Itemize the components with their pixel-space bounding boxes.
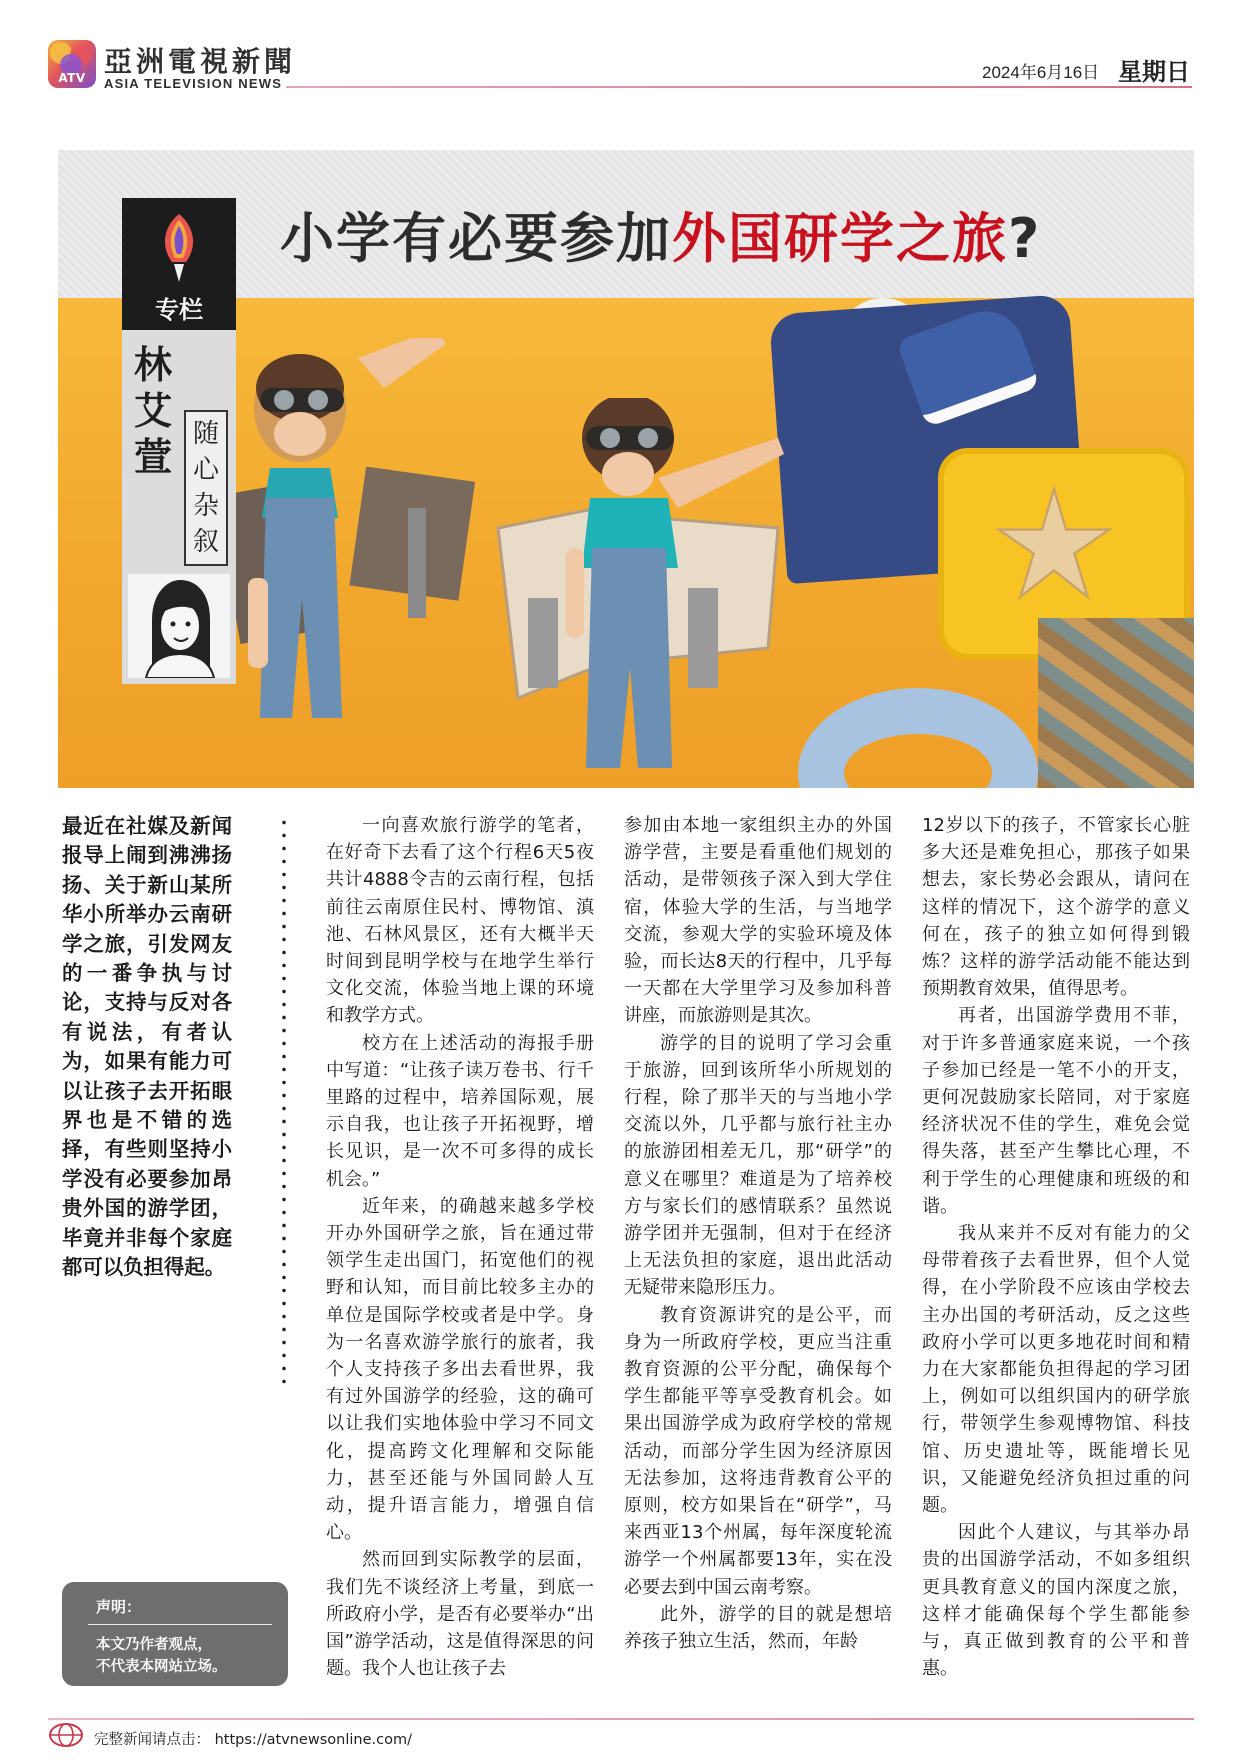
- paragraph: 再者，出国游学费用不菲，对于许多普通家庭来说，一个孩子参加已经是一笔不小的开支，更何况鼓励家长陪同，对于家庭经济状况不佳的学生，难免会觉得失落，甚至产生攀比心理，不利于学生的心理健康和班级的和谐。: [922, 1005, 1190, 1217]
- column-badge-header: [122, 198, 236, 330]
- author-name: 林艾萱: [133, 343, 172, 479]
- disclaimer-line: 不代表本网站立场。: [96, 1659, 227, 1675]
- footer-link-text: [94, 1728, 412, 1749]
- article-lead: 最近在社媒及新闻报导上闹到沸沸扬扬、关于新山某所华小所举办云南研学之旅，引发网友的一番争执与讨论，支持与反对各有说法，有者认为，如果有能力可以让孩子去开拓眼界也是不错的选择，有些则坚持小学没有必要参加昂贵外国的游学团，毕竟并非每个家庭都可以负担得起。: [62, 814, 232, 1280]
- paragraph: 我从来并不反对有能力的父母带着孩子去看世界，但个人觉得，在小学阶段不应该由学校去主办出国的考研活动，反之这些政府小学可以更多地花时间和精力在大家都能负担得起的学习团上，例如可以组织国内的研学旅行，带领学生参观博物馆、科技馆、历史遗址等，既能增长见识，又能避免经济负担过重的问题。: [922, 1223, 1190, 1517]
- title-prefix: 小学有必要参加: [280, 207, 672, 270]
- travel-pillow-icon: [798, 688, 1038, 788]
- paragraph: 因此个人建议，与其举办昂贵的出国游学活动，不如多组织更具教育意义的国内深度之旅，这样才能确保每个学生都能参与，真正做到教育的公平和普惠。: [922, 1522, 1190, 1680]
- brand-name-cn: 亞洲電視新聞: [104, 45, 297, 78]
- author-portrait: [128, 574, 230, 678]
- author-avatar-icon: [128, 574, 230, 678]
- paragraph: 参加由本地一家组织主办的外国游学营，主要是看重他们规划的活动，是带领孩子深入到大学住宿，体验大学的生活，与当地学交流，参观大学的实验环境及体验，而长达8天的行程中，几乎每一天都在大学里学习及参加科普讲座，而旅游则是其次。: [624, 815, 892, 1027]
- footer-label: 完整新闻请点击：: [94, 1732, 210, 1748]
- paragraph: 校方在上述活动的海报手册中写道：“让孩子读万卷书、行千里路的过程中，培养国际观，展示自我，也让孩子开拓视野，增长见识，是一次不可多得的成长机会。”: [326, 1032, 594, 1190]
- starfish-icon: [994, 484, 1114, 604]
- disclaimer-divider: [88, 1624, 272, 1625]
- map-icon: [1038, 618, 1194, 788]
- article-column-1: [326, 812, 594, 1683]
- issue-weekday: 星期日: [1118, 58, 1190, 86]
- column-label: 专栏: [155, 296, 203, 324]
- paragraph: 此外，游学的目的就是想培养孩子独立生活，然而，年龄: [624, 1603, 892, 1653]
- news-globe-icon: [48, 1722, 84, 1748]
- logo-text: ATV: [58, 71, 86, 85]
- disclaimer-line: 本文乃作者观点，: [96, 1637, 212, 1653]
- disclaimer-heading: 声明：: [96, 1598, 142, 1616]
- header-divider: [286, 86, 1192, 88]
- boy-aviator-illustration: [478, 398, 818, 788]
- article-column-2: [624, 812, 892, 1655]
- disclaimer-text: [96, 1634, 280, 1678]
- atv-logo[interactable]: [48, 40, 96, 88]
- title-suffix: ?: [1008, 207, 1042, 270]
- issue-date: 2024年6月16日: [982, 63, 1100, 82]
- paragraph: 然而回到实际教学的层面，我们先不谈经济上考量，到底一所政府小学，是否有必要举办“出国”游学活动，这是值得深思的问题。我个人也让孩子去: [326, 1549, 594, 1680]
- feather-pen-icon: [156, 212, 202, 284]
- footer-url-link[interactable]: https://atvnewsonline.com/: [214, 1732, 412, 1748]
- paragraph: 近年来，的确越来越多学校开办外国研学之旅，旨在通过带领学生走出国门，拓宽他们的视野和认知，而目前比较多主办的单位是国际学校或者是中学。身为一名喜欢游学旅行的旅者，我个人支持孩子多出去看世界，我有过外国游学的经验，这的确可以让我们实地体验中学习不同文化，提高跨文化理解和交际能力，甚至还能与外国同龄人互动，提升语言能力，增强自信心。: [326, 1195, 594, 1544]
- footer-divider: [48, 1718, 1194, 1720]
- brand-name-en: ASIA TELEVISION NEWS: [104, 76, 283, 91]
- hero-banner: [58, 150, 1194, 788]
- paragraph: 12岁以下的孩子，不管家长心脏多大还是难免担心，那孩子如果想去，家长势必会跟从，请问在这样的情况下，这个游学的意义何在，孩子的独立如何得到锻炼？这样的游学活动能不能达到预期教育效果，值得思考。: [922, 815, 1190, 1000]
- column-series-name: 随心杂叙: [184, 410, 228, 566]
- article-title: [280, 196, 1041, 273]
- girl-aviator-illustration: [208, 338, 498, 788]
- article-column-3: [922, 812, 1190, 1683]
- dotted-divider: [282, 816, 286, 1390]
- title-highlight: 外国研学之旅: [672, 207, 1008, 270]
- paragraph: 一向喜欢旅行游学的笔者，在好奇下去看了这个行程6天5夜共计4888令吉的云南行程，包括前往云南原住民村、博物馆、滇池、石林风景区，还有大概半天时间到昆明学校与在地学生举行文化交流，体验当地上课的环境和教学方式。: [326, 815, 594, 1027]
- paragraph: 教育资源讲究的是公平，而身为一所政府学校，更应当注重教育资源的公平分配，确保每个学生都能平等享受教育机会。如果出国游学成为政府学校的常规活动，而部分学生因为经济原因无法参加，这将违背教育公平的原则，校方如果旨在“研学”，马来西亚13个州属，每年深度轮流游学一个州属都要13年，实在没必要去到中国云南考察。: [624, 1304, 892, 1598]
- disclaimer-box: [62, 1582, 288, 1686]
- paragraph: 游学的目的说明了学习会重于旅游，回到该所华小所规划的行程，除了那半天的与当地小学交流以外，几乎都与旅行社主办的旅游团相差无几，那“研学”的意义在哪里？难道是为了培养校方与家长们的感情联系？虽然说游学团并无强制，但对于在经济上无法负担的家庭，退出此活动无疑带来隐形压力。: [624, 1032, 892, 1299]
- masthead: [0, 0, 1250, 100]
- column-badge: [122, 198, 236, 684]
